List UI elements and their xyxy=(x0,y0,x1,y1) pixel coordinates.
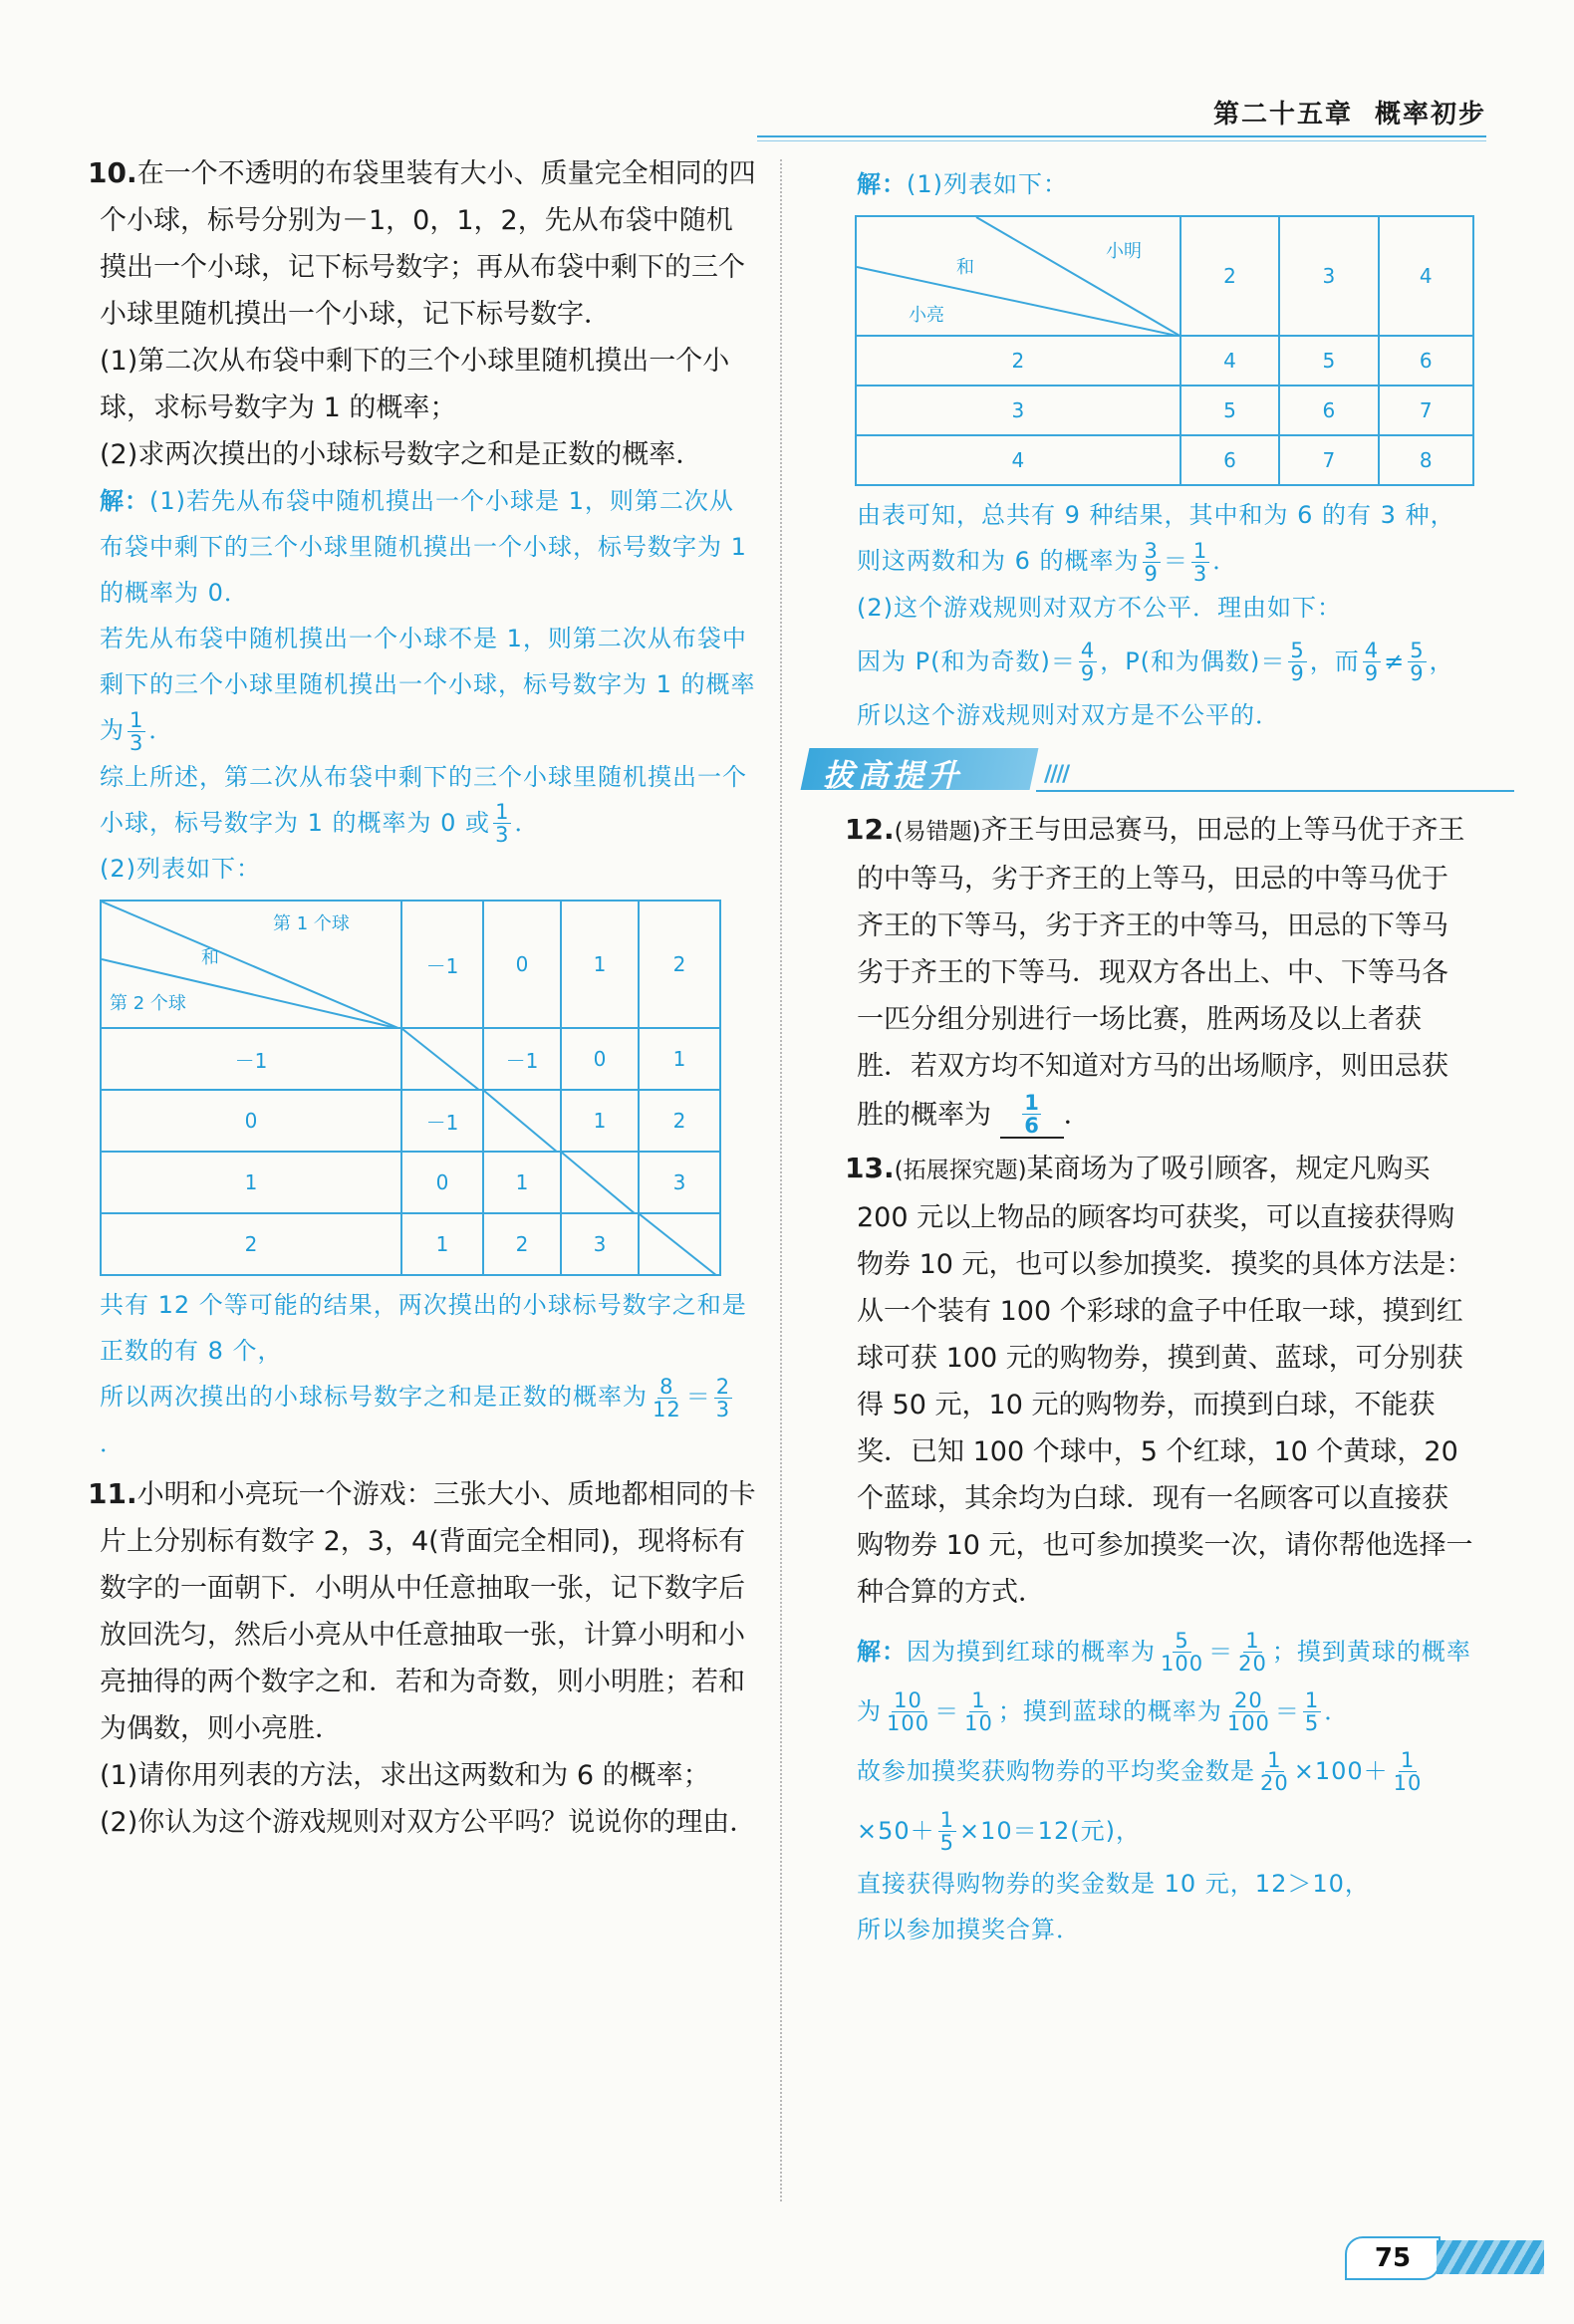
answer-text: ，而 xyxy=(1309,646,1360,675)
denominator: 9 xyxy=(1144,561,1159,586)
row-header: 4 xyxy=(856,435,1180,485)
equals-sign: ＝ xyxy=(1274,1696,1300,1725)
col-header: 2 xyxy=(639,901,720,1028)
table-cell: 8 xyxy=(1379,435,1473,485)
not-equal-sign: ≠ xyxy=(1384,646,1406,675)
row-header: 3 xyxy=(856,386,1180,435)
answer-10-part-2: (2)列表如下： xyxy=(100,855,261,883)
question-tag: (易错题) xyxy=(894,818,981,845)
fraction xyxy=(1225,1689,1272,1734)
col-header: 4 xyxy=(1379,216,1473,336)
table-cell-diagonal xyxy=(401,1028,483,1090)
fraction xyxy=(938,1809,956,1854)
denominator: 3 xyxy=(130,730,144,755)
answer-text: 则这两数和为 6 的概率为 xyxy=(857,547,1140,575)
diagonal-line xyxy=(402,1029,480,1091)
denominator: 20 xyxy=(1260,1771,1289,1795)
denominator: 100 xyxy=(1226,1711,1270,1735)
denominator: 3 xyxy=(715,1397,731,1421)
question-10-sub-1: (1)第二次从布袋中剩下的三个小球里随机摸出一个小球，求标号数字为 1 的概率； xyxy=(100,346,730,423)
table-cell: 5 xyxy=(1279,336,1378,386)
question-text: 齐王与田忌赛马，田忌的上等马优于齐王的中等马，劣于齐王的上等马，田忌的中等马优于齐王的下等马，劣于齐王的中等马，田忌的下等马劣于齐王的下等马．现双方各出上、中、下等马各一匹分组分别进行一场比赛，胜两场及以上者获胜．若双方均不知道对方马的出场顺序，则田忌获胜的概率为 xyxy=(857,814,1465,1131)
header-rule xyxy=(757,135,1486,137)
numerator: 3 xyxy=(1144,538,1159,563)
numerator: 1 xyxy=(1192,538,1208,563)
denominator: 5 xyxy=(939,1831,955,1855)
question-11-sub-2: (2)你认为这个游戏规则对双方公平吗？说说你的理由． xyxy=(100,1806,757,1838)
question-text: 某商场为了吸引顾客，规定凡购买 200 元以上物品的顾客均可获奖，可以直接获得购物券 10 元，也可以参加摸奖．摸奖的具体方法是：从一个装有 100 个彩球的盒子中任取一球，摸到红球可获 100 元的购物券，摸到黄、蓝球，可分别获得 50 元，10 元的购物券，而摸到白球，不能获奖．已知 100 个球中，5 个红球，10 个黄球，20 个蓝球，其余均为白球．现有一名顾客可以直接获购物券 10 元，也可参加摸奖一次，请你帮他选择一种合算的方式． xyxy=(857,1153,1473,1608)
period: ． xyxy=(1063,1099,1091,1131)
answer-text: 所以两次摸出的小球标号数字之和是正数的概率为 xyxy=(100,1383,648,1411)
row-header: 2 xyxy=(101,1213,401,1275)
answer-13-compare: 直接获得购物券的奖金数是 10 元，12＞10， xyxy=(857,1869,1370,1898)
fraction xyxy=(1408,640,1426,684)
table-cell: 1 xyxy=(401,1213,483,1275)
table-cell-diagonal xyxy=(561,1152,639,1213)
sum-table-10 xyxy=(100,900,721,1276)
question-11 xyxy=(88,1470,757,1752)
numerator: 5 xyxy=(1175,1629,1189,1653)
numerator: 2 xyxy=(715,1374,731,1399)
table-row xyxy=(856,435,1473,485)
numerator: 1 xyxy=(1024,1090,1039,1115)
fraction xyxy=(1236,1630,1269,1675)
numerator: 1 xyxy=(1267,1748,1282,1772)
col-header: －1 xyxy=(401,901,483,1028)
answer-13-expectation xyxy=(857,1741,1474,1861)
corner-label-top: 第 1 个球 xyxy=(273,913,350,934)
answer-text: 因为 P(和为奇数)＝ xyxy=(857,646,1076,675)
equals-sign: ＝ xyxy=(685,1383,711,1411)
banner-underline xyxy=(1036,790,1514,792)
answer-13-probabilities xyxy=(857,1622,1474,1741)
question-13 xyxy=(845,1145,1474,1616)
answer-text: ，P(和为偶数)＝ xyxy=(1100,646,1286,675)
answer-text: 故参加摸奖获购物券的平均奖金数是 xyxy=(857,1756,1255,1785)
table-cell: 7 xyxy=(1379,386,1473,435)
denominator: 10 xyxy=(1393,1771,1423,1795)
numerator: 5 xyxy=(1290,639,1305,662)
answer-text: (1)若先从布袋中随机摸出一个小球是 1，则第二次从布袋中剩下的三个小球里随机摸出一个小球，标号数字为 1 的概率为 0． xyxy=(100,487,747,607)
denominator: 5 xyxy=(1304,1711,1320,1735)
question-10 xyxy=(88,149,757,338)
denominator: 9 xyxy=(1364,661,1380,685)
banner-title: 拔高提升 xyxy=(823,757,962,794)
page-number: 75 xyxy=(1345,2236,1441,2280)
denominator: 3 xyxy=(495,823,510,847)
table-cell: －1 xyxy=(401,1090,483,1152)
answer-11-conclusion: 所以这个游戏规则对双方是不公平的． xyxy=(857,700,1280,729)
table-cell: 6 xyxy=(1180,435,1279,485)
fraction xyxy=(885,1689,931,1734)
numerator: 1 xyxy=(1245,1629,1260,1653)
table-cell: 1 xyxy=(639,1028,720,1090)
row-header: 0 xyxy=(101,1090,401,1152)
denominator: 9 xyxy=(1290,661,1305,685)
right-column xyxy=(823,161,1474,1952)
col-header: 3 xyxy=(1279,216,1378,336)
answer-label: 解： xyxy=(100,487,149,515)
numerator: 1 xyxy=(1400,1748,1416,1772)
fraction xyxy=(1159,1630,1205,1675)
diagonal-line xyxy=(562,1153,636,1214)
answer-11-count: 由表可知，总共有 9 种结果，其中和为 6 的有 3 种， xyxy=(857,501,1455,529)
row-header: －1 xyxy=(101,1028,401,1090)
answer-text: 综上所述，第二次从布袋中剩下的三个小球里随机摸出一个小球，标号数字为 1 的概率为 0 或 xyxy=(100,762,747,837)
page-number-tab xyxy=(1345,2236,1544,2278)
corner-label-mid: 和 xyxy=(201,947,219,968)
answer-text: ；摸到蓝球的概率为 xyxy=(997,1696,1222,1725)
fraction xyxy=(1363,640,1381,684)
numerator: 4 xyxy=(1364,639,1380,662)
diagonal-lines xyxy=(857,217,1181,337)
answer-10-part-1 xyxy=(100,478,757,616)
question-12 xyxy=(845,806,1474,1139)
numerator: 1 xyxy=(939,1808,955,1832)
equals-sign: ＝ xyxy=(1208,1637,1234,1666)
denominator: 100 xyxy=(887,1711,930,1735)
fraction xyxy=(1079,640,1097,684)
answer-10-result xyxy=(100,1374,757,1466)
table-row xyxy=(101,1152,720,1213)
fraction xyxy=(1288,640,1306,684)
table-cell: 5 xyxy=(1180,386,1279,435)
corner-label-bottom: 小亮 xyxy=(909,305,944,326)
fraction xyxy=(1392,1749,1425,1794)
chapter-number: 第二十五章 xyxy=(1212,100,1353,129)
denominator: 12 xyxy=(653,1397,681,1421)
numerator: 1 xyxy=(495,800,510,824)
col-header: 0 xyxy=(483,901,561,1028)
denominator: 9 xyxy=(1080,661,1096,685)
fraction xyxy=(962,1689,995,1734)
question-tag: (拓展探究题) xyxy=(894,1157,1027,1183)
answer-text: 若先从布袋中随机摸出一个小球不是 1，则第二次从布袋中剩下的三个小球里随机摸出一个小球，标号数字为 1 的概率为 xyxy=(100,625,756,744)
question-number: 11. xyxy=(88,1476,137,1510)
fraction xyxy=(128,709,145,754)
answer-label: 解： xyxy=(857,1637,907,1666)
section-banner xyxy=(805,742,1474,798)
header-rule-thin xyxy=(757,140,1486,141)
denominator: 100 xyxy=(1161,1652,1204,1676)
table-cell-diagonal xyxy=(483,1090,561,1152)
corner-label-bottom: 第 2 个球 xyxy=(110,993,186,1014)
answer-text: ×100＋ xyxy=(1293,1756,1389,1785)
table-cell: 3 xyxy=(561,1213,639,1275)
chapter-header xyxy=(1213,94,1486,130)
fraction xyxy=(1303,1689,1321,1734)
answer-text: 因为摸到红球的概率为 xyxy=(907,1637,1156,1666)
table-row xyxy=(856,336,1473,386)
answer-11-reason xyxy=(857,631,1474,692)
answer-11-part-2: (2)这个游戏规则对双方不公平．理由如下： xyxy=(857,593,1342,622)
numerator: 1 xyxy=(1304,1688,1320,1712)
answer-10-part-1b: 若先从布袋中随机摸出一个小球不是 1，则第二次从布袋中剩下的三个小球里随机摸出一个小球，标号数字为 1 的概率为 $\frac{1}{3}$ ． xyxy=(100,625,756,755)
numerator: 8 xyxy=(659,1374,674,1399)
table-cell: 2 xyxy=(483,1213,561,1275)
left-column xyxy=(88,149,757,1846)
answer-blank xyxy=(1000,1090,1064,1139)
fraction xyxy=(493,801,511,846)
row-header: 2 xyxy=(856,336,1180,386)
equals-sign: ＝ xyxy=(934,1696,960,1725)
table-corner-cell xyxy=(101,901,401,1028)
answer-11-part-1 xyxy=(857,161,1474,207)
answer-11-prob xyxy=(857,538,1474,585)
denominator: 20 xyxy=(1238,1652,1267,1676)
answer-text: (1)列表如下： xyxy=(907,170,1068,198)
fraction xyxy=(1258,1749,1291,1794)
table-cell: 7 xyxy=(1279,435,1378,485)
diagonal-line xyxy=(484,1091,558,1153)
table-cell: 4 xyxy=(1180,336,1279,386)
denominator: 6 xyxy=(1024,1113,1039,1138)
table-row xyxy=(856,386,1473,435)
chapter-section: 概率初步 xyxy=(1374,100,1486,129)
table-cell: 1 xyxy=(483,1152,561,1213)
numerator: 10 xyxy=(894,1688,922,1712)
fraction xyxy=(1022,1092,1041,1137)
col-header: 1 xyxy=(561,901,639,1028)
answer-10-count: 共有 12 个等可能的结果，两次摸出的小球标号数字之和是正数的有 8 个， xyxy=(100,1291,747,1365)
table-cell: 0 xyxy=(401,1152,483,1213)
question-number: 10. xyxy=(88,156,137,189)
numerator: 1 xyxy=(971,1688,986,1712)
answer-text: ×50＋ xyxy=(857,1816,935,1845)
fraction xyxy=(651,1376,683,1420)
col-header: 2 xyxy=(1180,216,1279,336)
table-cell: 2 xyxy=(639,1090,720,1152)
diagonal-line xyxy=(640,1214,717,1276)
table-cell: －1 xyxy=(483,1028,561,1090)
corner-label-top: 小明 xyxy=(1106,241,1142,262)
period: ． xyxy=(100,1428,125,1457)
question-11-sub-1: (1)请你用列表的方法，求出这两数和为 6 的概率； xyxy=(100,1759,710,1791)
equals-sign: ＝ xyxy=(1163,547,1188,575)
column-divider xyxy=(780,159,782,2201)
question-10-sub-2: (2)求两次摸出的小球标号数字之和是正数的概率． xyxy=(100,439,703,470)
table-cell: 6 xyxy=(1379,336,1473,386)
answer-13-conclusion: 所以参加摸奖合算． xyxy=(857,1915,1081,1943)
denominator: 9 xyxy=(1410,661,1425,685)
table-cell: 3 xyxy=(639,1152,720,1213)
numerator: 4 xyxy=(1080,639,1096,662)
answer-10-part-1c: 综上所述，第二次从布袋中剩下的三个小球里随机摸出一个小球，标号数字为 1 的概率为 0 或 $\frac{1}{3}$ ． xyxy=(100,762,747,847)
table-row xyxy=(101,1028,720,1090)
question-number: 13. xyxy=(845,1151,895,1184)
table-row xyxy=(101,1213,720,1275)
row-header: 1 xyxy=(101,1152,401,1213)
table-corner-cell xyxy=(856,216,1180,336)
answer-text: ；摸到黄球的概率为 xyxy=(857,1637,1471,1725)
table-row xyxy=(101,1090,720,1152)
question-text: 在一个不透明的布袋里装有大小、质量完全相同的四个小球，标号分别为－1，0，1，2，先从布袋中随机摸出一个小球，记下标号数字；再从布袋中剩下的三个小球里随机摸出一个小球，记下标号数字． xyxy=(100,158,756,330)
table-cell: 6 xyxy=(1279,386,1378,435)
period: ． xyxy=(1324,1696,1350,1725)
answer-label: 解： xyxy=(857,170,907,198)
comma: ， xyxy=(1429,646,1454,675)
page-number-stripes xyxy=(1437,2240,1544,2274)
table-cell: 0 xyxy=(561,1028,639,1090)
numerator: 5 xyxy=(1410,639,1425,662)
fraction xyxy=(1143,540,1161,585)
numerator: 20 xyxy=(1234,1688,1263,1712)
sum-table-11 xyxy=(855,215,1474,486)
fraction xyxy=(714,1376,732,1420)
table-cell-diagonal xyxy=(639,1213,720,1275)
denominator: 10 xyxy=(964,1711,993,1735)
answer-text: ×10＝12(元)， xyxy=(959,1816,1141,1845)
question-text: 小明和小亮玩一个游戏：三张大小、质地都相同的卡片上分别标有数字 2，3，4(背面完全相同)，现将标有数字的一面朝下．小明从中任意抽取一张，记下数字后放回洗匀，然后小亮从中任意抽取一张，计算小明和小亮抽得的两个数字之和．若和为奇数，则小明胜；若和为偶数，则小亮胜． xyxy=(100,1478,756,1744)
period: ． xyxy=(1212,547,1238,575)
banner-stripes: //// xyxy=(1044,761,1069,787)
corner-label-mid: 和 xyxy=(956,257,974,278)
numerator: 1 xyxy=(130,707,144,732)
table-cell: 1 xyxy=(561,1090,639,1152)
question-number: 12. xyxy=(845,812,895,846)
denominator: 3 xyxy=(1192,561,1208,586)
fraction xyxy=(1191,540,1209,585)
